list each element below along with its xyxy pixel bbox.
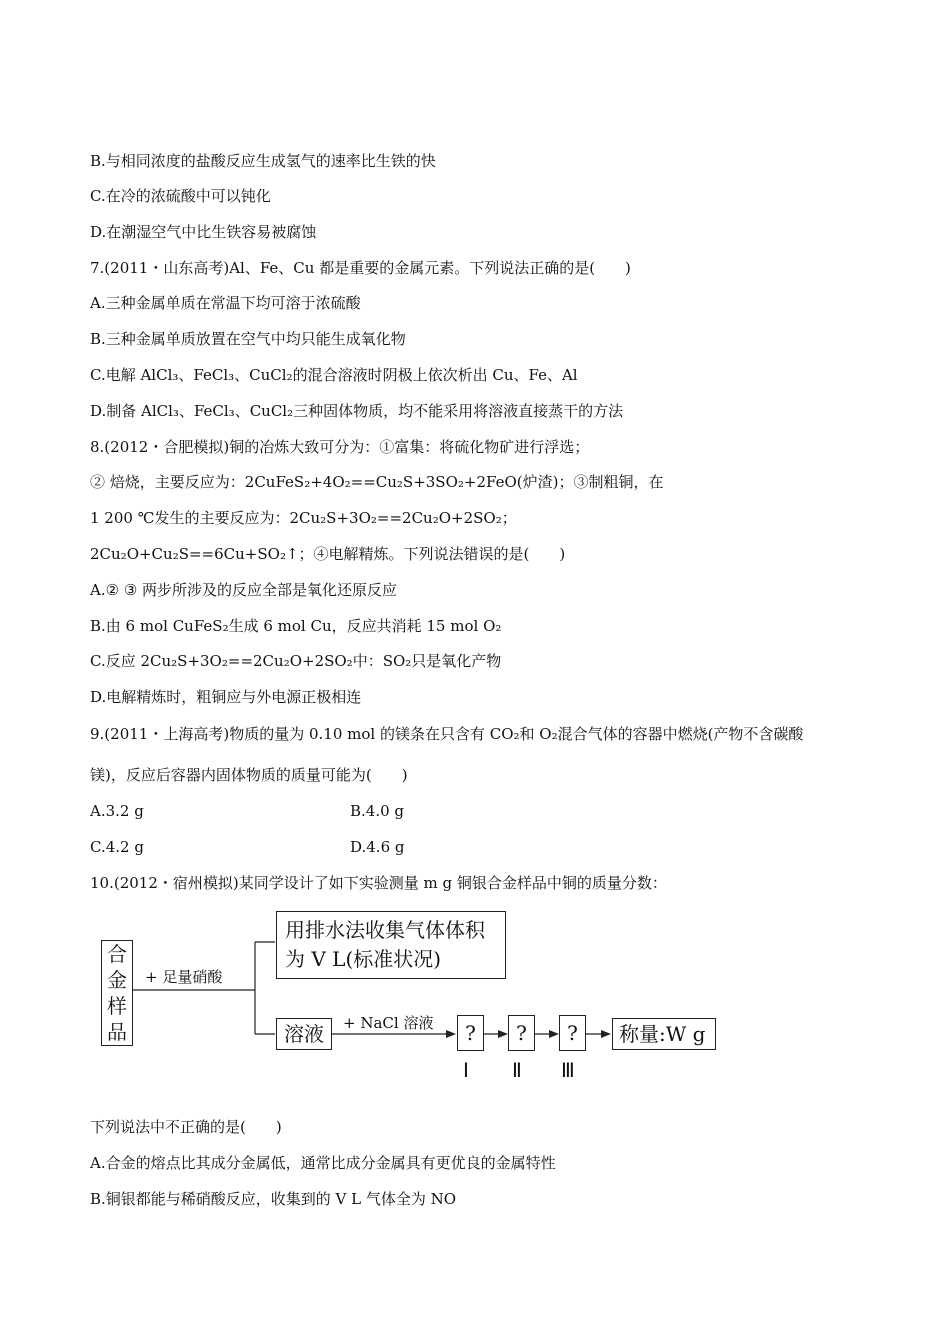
step-label-3: Ⅲ: [561, 1060, 575, 1082]
question-8-line4: 2Cu₂O+Cu₂S==6Cu+SO₂↑；④电解精炼。下列说法错误的是( ): [90, 545, 566, 563]
step-label-1: Ⅰ: [463, 1060, 469, 1082]
question-10: 10.(2012・宿州模拟)某同学设计了如下实验测量 m g 铜银合金样品中铜的质量分数：: [90, 874, 667, 892]
step-label-2: Ⅱ: [512, 1060, 522, 1082]
option-7a: A.三种金属单质在常温下均可溶于浓硫酸: [90, 294, 361, 312]
option-8d: D.电解精炼时，粗铜应与外电源正极相连: [90, 688, 362, 706]
question-9: 9.(2011・上海高考)物质的量为 0.10 mol 的镁条在只含有 CO₂和 O₂混合气体的容器中燃烧(产物不含碳酸: [90, 725, 804, 743]
option-10a: A.合金的熔点比其成分金属低，通常比成分金属具有更优良的金属特性: [90, 1154, 556, 1172]
line-d: D.在潮湿空气中比生铁容易被腐蚀: [90, 223, 317, 241]
sample-char-2: 金: [107, 968, 127, 992]
line-b: B.与相同浓度的盐酸反应生成氢气的速率比生铁的快: [90, 152, 436, 170]
weigh-box: 称量:W g: [612, 1018, 716, 1050]
gas-line-1: 用排水法收集气体体积: [285, 918, 485, 942]
gas-line-2: 为 V L(标准状况): [285, 947, 442, 971]
question-8-line2: ② 焙烧，主要反应为：2CuFeS₂+4O₂==Cu₂S+3SO₂+2FeO(炉渣)；③制粗铜，在: [90, 473, 664, 491]
option-10b: B.铜银都能与稀硝酸反应，收集到的 V L 气体全为 NO: [90, 1190, 457, 1208]
step-box-1: ?: [457, 1015, 484, 1051]
option-7d: D.制备 AlCl₃、FeCl₃、CuCl₂三种固体物质，均不能采用将溶液直接蒸干的方法: [90, 402, 624, 420]
question-10-prompt: 下列说法中不正确的是( ): [90, 1118, 282, 1136]
sample-char-1: 合: [107, 942, 127, 966]
option-8c: C.反应 2Cu₂S+3O₂==2Cu₂O+2SO₂中：SO₂只是氧化产物: [90, 652, 502, 670]
question-7: 7.(2011・山东高考)Al、Fe、Cu 都是重要的金属元素。下列说法正确的是( ): [90, 259, 631, 277]
option-7b: B.三种金属单质放置在空气中均只能生成氧化物: [90, 330, 406, 348]
alloy-sample-box: [101, 940, 133, 1046]
option-9a: A.3.2 g: [90, 802, 144, 820]
option-8b: B.由 6 mol CuFeS₂生成 6 mol Cu，反应共消耗 15 mol O₂: [90, 617, 502, 635]
sample-char-3: 样: [107, 994, 127, 1018]
option-9d: D.4.6 g: [350, 838, 405, 856]
step-box-3: ?: [559, 1015, 586, 1051]
gas-collection-box: [276, 911, 506, 979]
option-7c: C.电解 AlCl₃、FeCl₃、CuCl₂的混合溶液时阴极上依次析出 Cu、Fe、Al: [90, 366, 578, 384]
option-9c: C.4.2 g: [90, 838, 144, 856]
option-8a: A.② ③ 两步所涉及的反应全部是氧化还原反应: [90, 581, 398, 599]
question-8: 8.(2012・合肥模拟)铜的冶炼大致可分为：①富集：将硫化物矿进行浮选；: [90, 438, 590, 456]
question-9-line2: 镁)，反应后容器内固体物质的质量可能为( ): [90, 766, 408, 784]
line-c: C.在冷的浓硫酸中可以钝化: [90, 187, 271, 205]
reagent-nacl: + NaCl 溶液: [343, 1014, 434, 1032]
reagent-nitric-acid: + 足量硝酸: [145, 968, 223, 986]
option-9b: B.4.0 g: [350, 802, 405, 820]
step-box-2: ?: [508, 1015, 535, 1051]
question-8-line3: 1 200 ℃发生的主要反应为：2Cu₂S+3O₂==2Cu₂O+2SO₂；: [90, 509, 517, 527]
solution-box: 溶液: [276, 1018, 332, 1050]
sample-char-4: 品: [107, 1020, 127, 1044]
